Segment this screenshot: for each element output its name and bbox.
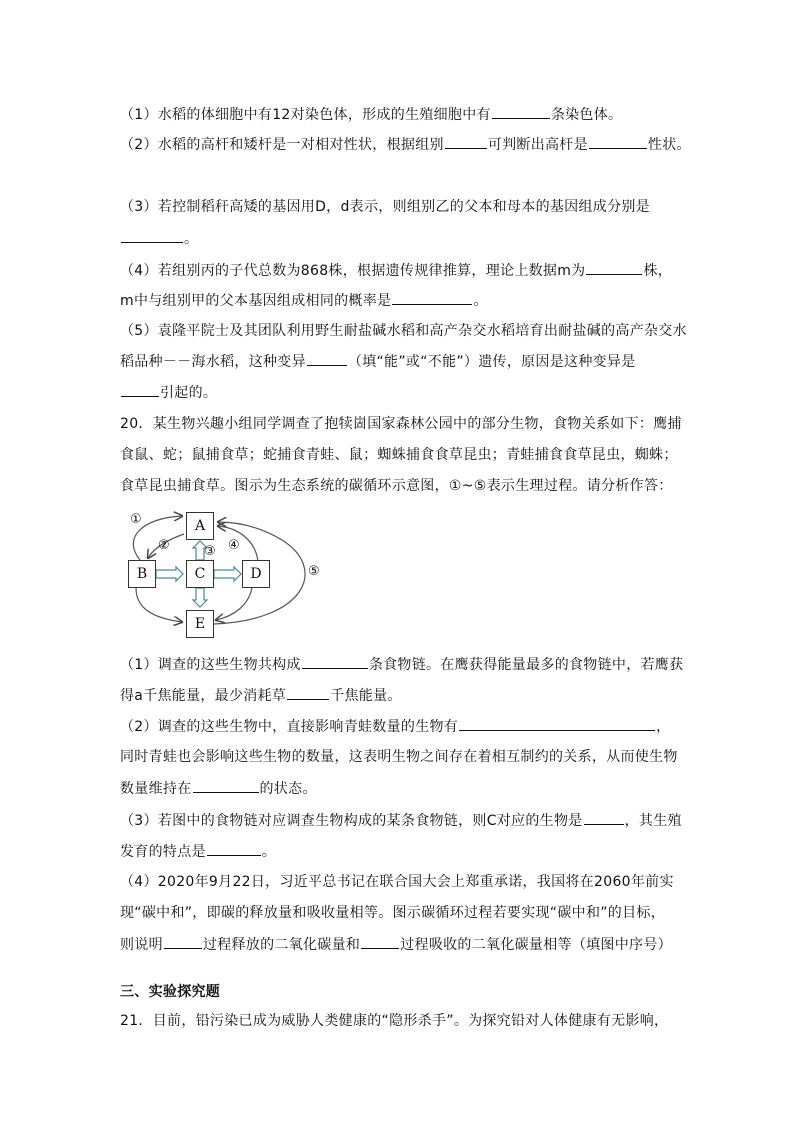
arrow-b-to-c [156, 567, 183, 581]
answer-blank[interactable] [121, 228, 183, 243]
q19-sub3-cont [120, 228, 198, 249]
answer-blank[interactable] [589, 134, 647, 149]
node-b: B [128, 560, 156, 588]
q20-sub4-text: （4）2020年9月22日，习近平总书记在联合国大会上郑重承诺，我国将在2060年前实 [120, 874, 674, 890]
q19-sub1-text: （1）水稻的体细胞中有12对染色体，形成的生殖细胞中有 [120, 107, 491, 123]
node-c: C [186, 560, 214, 588]
node-a: A [186, 512, 214, 540]
section-heading: 三、实验探究题 [120, 984, 221, 1000]
q19-sub2-text-end: 性状。 [647, 137, 691, 153]
q20-sub1-text-mid: 条食物链。在鹰获得能量最多的食物链中，若鹰获 [368, 657, 684, 673]
q19-sub3-text: （3）若控制稻秆高矮的基因用D，d表示，则组别乙的父本和母本的基因组成分别是 [120, 199, 650, 215]
q19-sub3 [120, 197, 650, 217]
q19-sub4-text-cont: m中与组别甲的父本基因组成相同的概率是 [120, 293, 392, 309]
q19-sub1 [120, 104, 622, 125]
answer-blank[interactable] [193, 778, 259, 793]
q20-sub3-text-cont: 发育的特点是 [120, 844, 206, 860]
carbon-cycle-diagram [122, 508, 332, 642]
q21-text [120, 1011, 668, 1031]
answer-blank[interactable] [584, 810, 624, 825]
q19-sub4-text: （4）若组别丙的子代总数为868株，根据遗传规律推算，理论上数据m为 [120, 263, 586, 279]
q19-sub5-cont [120, 351, 636, 372]
q19-sub5 [120, 321, 687, 341]
answer-blank[interactable] [207, 841, 261, 856]
q20-sub4-cont2 [120, 934, 672, 955]
answer-blank[interactable] [121, 382, 159, 397]
node-d: D [242, 560, 270, 588]
answer-blank[interactable] [302, 654, 368, 669]
q19-sub5-text: （5）袁隆平院士及其团队利用野生耐盐碱水稻和高产杂交水稻培育出耐盐碱的高产杂交水 [120, 323, 687, 339]
q20-sub2-cont [120, 747, 678, 767]
q20-intro-line1 [120, 414, 682, 434]
q19-sub5-text-cont: 稻品种－－海水稻，这种变异 [120, 354, 306, 370]
q20-sub3-cont [120, 841, 276, 862]
q20-intro-line2 [120, 445, 678, 465]
label-process-1: ① [130, 512, 142, 527]
q21-intro-text: 21．目前，铅污染已成为威胁人类健康的“隐形杀手”。为探究铅对人体健康有无影响， [120, 1013, 669, 1029]
q20-sub2-text-mid: ， [656, 719, 671, 735]
q20-intro-text: 食鼠、蛇；鼠捕食草；蛇捕食青蛙、鼠；蜘蛛捕食食草昆虫；青蛙捕食食草昆虫，蜘蛛； [120, 447, 678, 463]
answer-blank[interactable] [287, 685, 329, 700]
q19-sub5-text-end: 引起的。 [160, 385, 218, 401]
q20-sub2-text-end: 的状态。 [259, 781, 317, 797]
q20-sub2-text-cont2: 数量维持在 [120, 781, 192, 797]
q19-sub5-text-mid: （填“能”或“不能”）遗传，原因是这种变异是 [347, 354, 636, 370]
answer-blank[interactable] [492, 104, 550, 119]
q20-sub3-text-mid: ，其生殖 [624, 813, 682, 829]
q20-sub1-text: （1）调查的这些生物共构成 [120, 657, 301, 673]
arrow-c-to-e [193, 588, 207, 607]
q19-sub1-text-end: 条染色体。 [550, 107, 623, 123]
q20-sub4-text-end: 过程吸收的二氧化碳量相等（填图中序号） [400, 937, 672, 953]
q20-sub2 [120, 716, 670, 737]
answer-blank[interactable] [307, 351, 347, 366]
q20-sub1-text-end: 千焦能量。 [330, 688, 402, 704]
q20-intro-line3 [120, 476, 673, 496]
q20-sub2-text-cont: 同时青蛙也会影响这些生物的数量，这表明生物之间存在着相互制约的关系，从而使生物 [120, 749, 678, 765]
q19-sub4 [120, 260, 672, 281]
arrow-d-to-e [216, 588, 252, 620]
q20-sub4-text-cont2: 则说明 [120, 937, 163, 953]
q20-intro-text: 20．某生物兴趣小组同学调查了抱犊崮国家森林公园中的部分生物，食物关系如下：鹰捕 [120, 416, 682, 432]
q20-sub1-cont [120, 685, 402, 706]
node-e: E [186, 610, 214, 638]
q19-sub3-text-end: 。 [184, 231, 199, 247]
q20-sub4-text-mid: 过程释放的二氧化碳量和 [202, 937, 361, 953]
answer-blank[interactable] [459, 716, 655, 731]
answer-blank[interactable] [361, 934, 399, 949]
q19-sub4-text-end: 。 [473, 293, 488, 309]
q20-sub3-text: （3）若图中的食物链对应调查生物构成的某条食物链，则C对应的生物是 [120, 813, 583, 829]
answer-blank[interactable] [164, 934, 202, 949]
q20-intro-text: 食草昆虫捕食草。图示为生态系统的碳循环示意图，①~⑤表示生理过程。请分析作答： [120, 478, 673, 494]
q20-sub2-text: （2）调查的这些生物中，直接影响青蛙数量的生物有 [120, 719, 459, 735]
q19-sub5-cont2 [120, 382, 217, 403]
label-process-5: ⑤ [308, 564, 320, 579]
q20-sub3 [120, 810, 682, 831]
label-process-2: ② [158, 538, 170, 553]
q20-sub3-text-end: 。 [261, 844, 277, 860]
q19-sub4-text-mid: 株， [643, 263, 673, 279]
q19-sub2 [120, 134, 691, 155]
arrow-b-to-e [136, 588, 182, 622]
q20-sub1 [120, 654, 683, 675]
q20-sub1-text-cont: 得a千焦能量，最少消耗草 [120, 688, 287, 704]
arrow-c-to-d [214, 567, 241, 581]
q19-sub2-text-mid: 可判断出高杆是 [487, 137, 588, 153]
q20-sub4-text-cont: 现“碳中和”，即碳的释放量和吸收量相等。图示碳循环过程若要实现“碳中和”的目标， [120, 905, 666, 921]
q20-sub4 [120, 872, 674, 892]
label-process-4: ④ [228, 538, 240, 553]
answer-blank[interactable] [392, 290, 472, 305]
label-process-3: ③ [204, 544, 216, 559]
q20-sub4-cont [120, 903, 665, 923]
answer-blank[interactable] [586, 260, 642, 275]
answer-blank[interactable] [445, 134, 487, 149]
q19-sub4-cont [120, 290, 488, 311]
q20-sub2-cont2 [120, 778, 317, 799]
q19-sub2-text: （2）水稻的高杆和矮杆是一对相对性状，根据组别 [120, 137, 444, 153]
